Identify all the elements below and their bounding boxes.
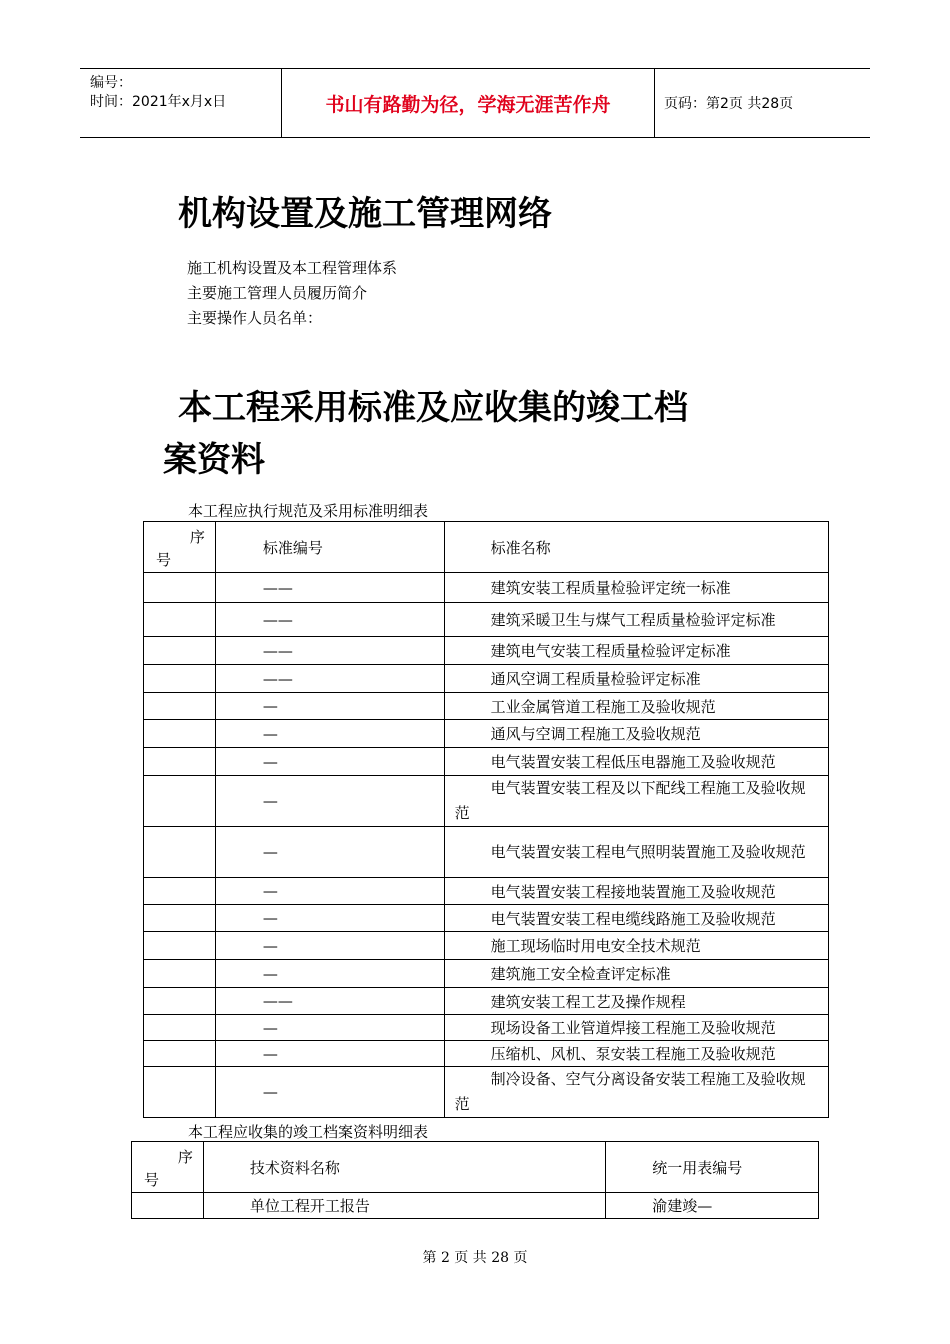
cell-name: 通风与空调工程施工及验收规范 <box>444 720 828 748</box>
cell-no <box>144 603 216 637</box>
cell-code: — <box>215 1015 444 1041</box>
cell-form-code: 渝建竣— <box>606 1193 819 1219</box>
cell-code: — <box>215 905 444 932</box>
table-row <box>144 1015 829 1041</box>
cell-code: —— <box>215 665 444 693</box>
section1-item: 主要施工管理人员履历简介 <box>187 284 368 302</box>
table-row <box>144 720 829 748</box>
table-row <box>144 693 829 720</box>
cell-name: 施工现场临时用电安全技术规范 <box>444 932 828 960</box>
cell-code: — <box>215 693 444 720</box>
table-row <box>144 748 829 776</box>
cell-no <box>144 748 216 776</box>
cell-code: — <box>215 720 444 748</box>
header-meta <box>80 69 280 137</box>
cell-name: 电气装置安装工程低压电器施工及验收规范 <box>444 748 828 776</box>
cell-name: 建筑施工安全检查评定标准 <box>444 960 828 988</box>
cell-name: 工业金属管道工程施工及验收规范 <box>444 693 828 720</box>
table-row <box>144 905 829 932</box>
section1-title: 机构设置及施工管理网络 <box>178 194 552 234</box>
cell-name: 建筑采暖卫生与煤气工程质量检验评定标准 <box>444 603 828 637</box>
cell-no <box>144 776 216 827</box>
header-name: 标准名称 <box>444 522 828 573</box>
cell-name: 压缩机、风机、泵安装工程施工及验收规范 <box>444 1041 828 1067</box>
time-label: 时间：2021年x月x日 <box>90 94 227 110</box>
table-row <box>144 878 829 905</box>
cell-code: —— <box>215 637 444 665</box>
table-row <box>132 1193 819 1219</box>
cell-no <box>144 960 216 988</box>
cell-no <box>144 905 216 932</box>
header-no <box>144 522 216 573</box>
cell-no <box>144 637 216 665</box>
cell-no <box>144 878 216 905</box>
cell-no <box>144 573 216 603</box>
cell-no <box>144 1015 216 1041</box>
header-motto: 书山有路勤为径，学海无涯苦作舟 <box>281 69 655 137</box>
header-no <box>132 1142 204 1193</box>
cell-code: — <box>215 878 444 905</box>
header-no-b: 号 <box>144 1171 160 1189</box>
table-row <box>144 776 829 827</box>
cell-code: — <box>215 932 444 960</box>
cell-name: 制冷设备、空气分离设备安装工程施工及验收规范 <box>444 1067 828 1118</box>
section1-item: 主要操作人员名单： <box>187 309 323 327</box>
section1-item: 施工机构设置及本工程管理体系 <box>187 259 398 277</box>
table-row <box>144 932 829 960</box>
cell-no <box>144 693 216 720</box>
cell-name: 建筑电气安装工程质量检验评定标准 <box>444 637 828 665</box>
archive-table <box>131 1141 819 1219</box>
cell-name: 通风空调工程质量检验评定标准 <box>444 665 828 693</box>
cell-no <box>144 1067 216 1118</box>
code-label: 编号： <box>90 75 132 91</box>
cell-code: — <box>215 1041 444 1067</box>
header-code: 标准编号 <box>215 522 444 573</box>
cell-name: 电气装置安装工程接地装置施工及验收规范 <box>444 878 828 905</box>
cell-name: 建筑安装工程工艺及操作规程 <box>444 988 828 1015</box>
cell-code: — <box>215 748 444 776</box>
cell-code: —— <box>215 573 444 603</box>
cell-no <box>144 665 216 693</box>
page-info-text: 页码：第2页 共28页 <box>664 96 794 112</box>
table-row <box>144 960 829 988</box>
cell-name: 电气装置安装工程电缆线路施工及验收规范 <box>444 905 828 932</box>
header-no-a: 序 <box>189 528 205 546</box>
cell-code: —— <box>215 603 444 637</box>
cell-no <box>144 1041 216 1067</box>
cell-name: 建筑安装工程质量检验评定统一标准 <box>444 573 828 603</box>
table-row <box>144 1067 829 1118</box>
section2-title-line2: 案资料 <box>163 440 265 480</box>
table-row <box>144 1041 829 1067</box>
cell-doc-name: 单位工程开工报告 <box>203 1193 605 1219</box>
table-header-row <box>144 522 829 573</box>
table-row <box>144 637 829 665</box>
header-no-b: 号 <box>156 551 172 569</box>
header-doc-name: 技术资料名称 <box>203 1142 605 1193</box>
cell-no <box>144 720 216 748</box>
section2-title-line1: 本工程采用标准及应收集的竣工档 <box>178 388 688 428</box>
page-header <box>80 68 870 138</box>
table-row <box>144 988 829 1015</box>
table2-caption: 本工程应收集的竣工档案资料明细表 <box>188 1123 429 1141</box>
table-row <box>144 573 829 603</box>
table-header-row <box>132 1142 819 1193</box>
cell-no <box>144 988 216 1015</box>
cell-name: 电气装置安装工程及以下配线工程施工及验收规范 <box>444 776 828 827</box>
header-form-code: 统一用表编号 <box>606 1142 819 1193</box>
header-no-a: 序 <box>177 1148 193 1166</box>
cell-code: — <box>215 960 444 988</box>
standards-table <box>143 521 829 1118</box>
cell-code: — <box>215 776 444 827</box>
cell-no <box>144 827 216 878</box>
cell-code: —— <box>215 988 444 1015</box>
cell-code: — <box>215 1067 444 1118</box>
table1-caption: 本工程应执行规范及采用标准明细表 <box>188 502 429 520</box>
header-page-info <box>654 69 870 137</box>
cell-code: — <box>215 827 444 878</box>
page-footer: 第 2 页 共 28 页 <box>422 1250 528 1266</box>
cell-no <box>132 1193 204 1219</box>
table-row <box>144 665 829 693</box>
table-row <box>144 827 829 878</box>
cell-no <box>144 932 216 960</box>
cell-name: 电气装置安装工程电气照明装置施工及验收规范 <box>444 827 828 878</box>
table-row <box>144 603 829 637</box>
cell-name: 现场设备工业管道焊接工程施工及验收规范 <box>444 1015 828 1041</box>
